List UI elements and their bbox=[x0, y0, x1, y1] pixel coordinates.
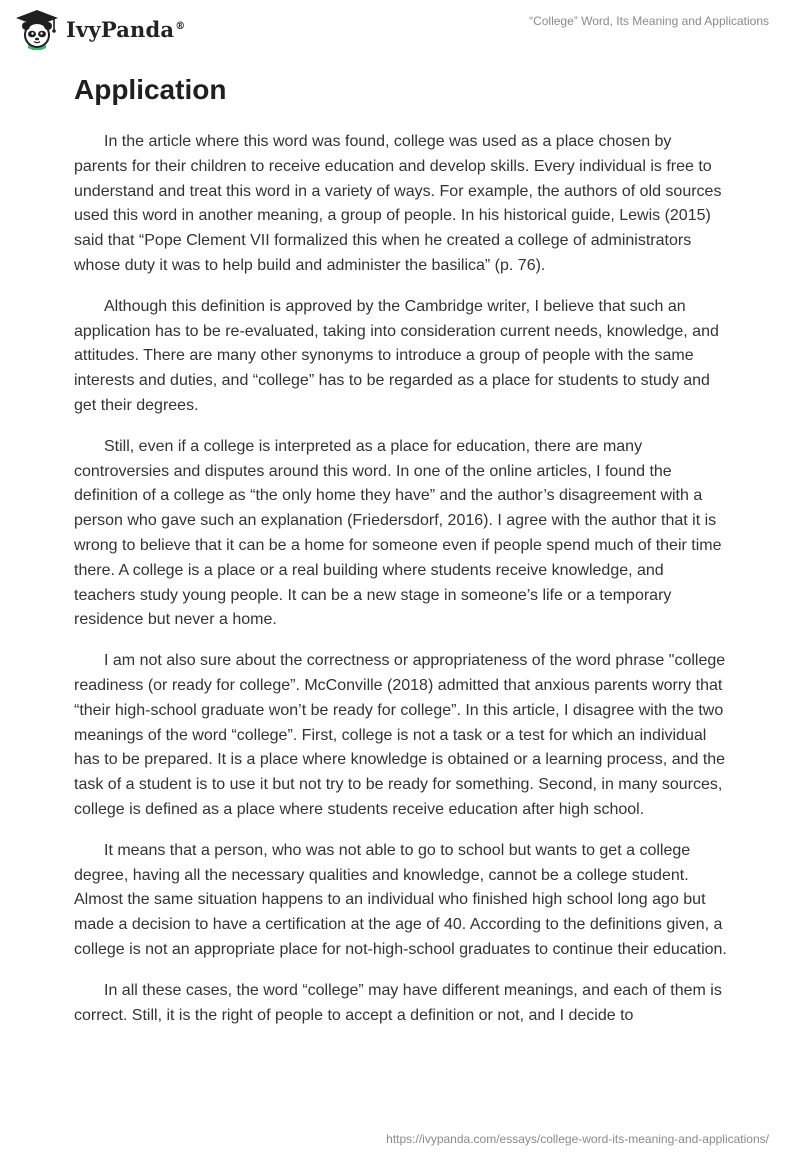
registered-mark: ® bbox=[175, 20, 186, 32]
paragraph-2: Although this definition is approved by the Cambridge writer, I believe that such an application has to be re-evaluated, taking into consideration current needs, knowledge, and attitudes. There are many other synonyms to introduce a group of people with the same interests and duties, and “college” has to be regarded as a place for students to study and get their degrees. bbox=[74, 297, 719, 414]
paragraph-3: Still, even if a college is interpreted as a place for education, there are many controversies and disputes around this word. In one of the online articles, I found the definition of a college as “the only home they have” and the author’s disagreement with a person who gave such an explanation (Friedersdorf, 2016). I agree with the author that it is wrong to believe that it can be a home for someone even if people spend much of their time there. A college is a place or a real building where students receive knowledge, and teachers study young people. It can be a new stage in someone’s life or a temporary residence but never a home. bbox=[74, 437, 722, 629]
paragraph-4: I am not also sure about the correctness or appropriateness of the word phrase "college readiness (or ready for college”. McConville (2018) admitted that anxious parents worry that “their high-school graduate won’t be ready for college”. In this article, I disagree with the two meanings of the word “college”. First, college is not a task or a test for which an individual has to be prepared. It is a place where knowledge is obtained or a learning process, and the task of a student is to use it but not try to be ready for something. Second, in many sources, college is defined as a place where students receive education after high school. bbox=[74, 652, 726, 818]
document-title: “College” Word, Its Meaning and Applications bbox=[529, 14, 769, 28]
paragraph-1: In the article where this word was found, college was used as a place chosen by parents for their children to receive education and develop skills. Every individual is free to understand and treat this word in a variety of ways. For example, the authors of old sources used this word in another meaning, a group of people. In his historical guide, Lewis (2015) said that “Pope Clement VII formalized this when he created a college of administrators whose duty it was to help build and administer the basilica” (p. 76). bbox=[74, 133, 722, 274]
brand-name: IvyPanda® bbox=[66, 16, 186, 42]
panda-graduate-icon bbox=[14, 8, 60, 50]
section-heading: Application bbox=[74, 74, 227, 105]
brand-logo[interactable] bbox=[14, 8, 185, 50]
page-header bbox=[0, 0, 800, 60]
paragraph-5: It means that a person, who was not able to go to school but wants to get a college degree, having all the necessary qualities and knowledge, cannot be a college student. Almost the same situation happens to an individual who finished high school long ago but made a decision to have a certification at the age of 40. According to the definitions given, a college is not an appropriate place for not-high-school graduates to continue their education. bbox=[74, 841, 727, 958]
paragraph-6: In all these cases, the word “college” may have different meanings, and each of them is correct. Still, it is the right of people to accept a definition or not, and I decide to bbox=[74, 981, 722, 1024]
footer-url[interactable]: https://ivypanda.com/essays/college-word-its-meaning-and-applications/ bbox=[386, 1132, 769, 1146]
essay-content bbox=[74, 72, 728, 1044]
